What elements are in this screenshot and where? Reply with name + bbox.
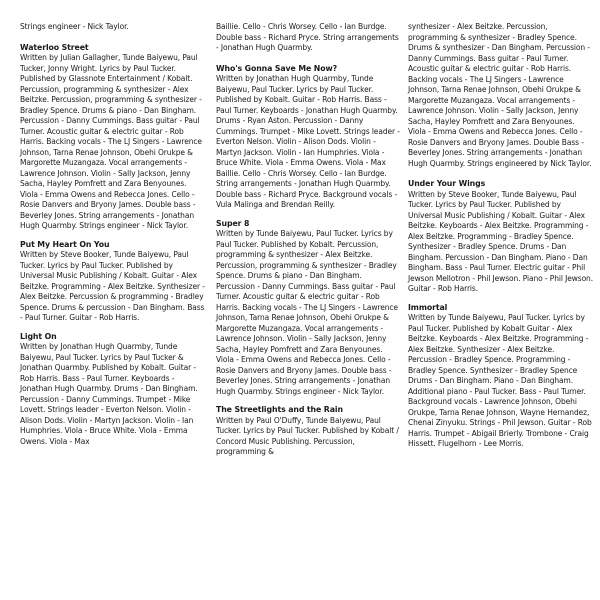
song-title: Waterloo Street bbox=[20, 42, 89, 52]
song-title: Super 8 bbox=[216, 218, 250, 228]
song-credits-whos-gonna-save-me-now bbox=[216, 64, 402, 211]
song-credits-text: Written by Paul O'Duffy, Tunde Baiyewu, Paul Tucker. Lyrics by Paul Tucker. Published by Kobalt / Concord Music Publishing. Percussion, programming & bbox=[216, 415, 399, 456]
song-credits-text: Written by Jonathan Hugh Quarmby, Tunde Baiyewu, Paul Tucker. Lyrics by Paul Tucker. Published by Kobalt. Guitar - Rob Harris. Bass - Paul Turner. Keyboards - Jonathan Hugh Quarmby. Drums - Ryan Aston. Percussion - Danny Cummings. Trumpet - Mike Lovett. Strings leader - Everton Nelson. Violin - Alison Dods. Violin - Martyn Jackson. Violin - Ian Humphries. Viola - Bruce White. Viola - Emma Owens. Viola - Max Baillie. Cello - Chris Worsey. Cello - Ian Burdge. String arrangements - Jonathan Hugh Quarmby. Double bass - Richard Pryce. Background vocals - Vula Malinga and Brendan Reilly. bbox=[216, 74, 400, 209]
credits-column-3 bbox=[408, 22, 594, 458]
song-title: Put My Heart On You bbox=[20, 239, 110, 249]
song-credits-text: Written by Tunde Baiyewu, Paul Tucker. Lyrics by Paul Tucker. Published by Kobalt. Percussion, programming & synthesizer - Alex Beitzke. Percussion, programming & synthesizer - Bradley Spence. Drums & piano - Dan Bingham. Percussion - Danny Cummings. Bass guitar - Paul Turner. Acoustic guitar & electric guitar - Rob Harris. Backing vocals - The LJ Singers - Lawrence Johnson, Tarna Renae Johnson, Obehi Orukpe & Margorette Muzangaza. Vocal arrangements - Lawrence Johnson. Violin - Sally Jackson, Jenny Sacha, Hayley Pomfrett and Zara Benyounes. Viola - Emma Owens and Rebecca Jones. Cello - Rosie Danvers and Bryony James. Double bass - Beverley Jones. String arrangements - Jonathan Hugh Quarmby. Strings engineer - Nick Taylor. bbox=[216, 229, 398, 396]
credits-column-2 bbox=[216, 22, 402, 466]
song-credits-text: Written by Tunde Baiyewu, Paul Tucker. Lyrics by Paul Tucker. Published by Kobalt Guitar - Alex Beitzke. Keyboards - Alex Beitzke. Programming - Alex Beitzke. Synthesizer - Alex Beitzke. Percussion - Bradley Spence. Programming - Bradley Spence. Synthesizer - Bradley Spence Drums - Dan Bingham. Piano - Dan Bingham. Additional piano - Paul Tucker. Bass - Paul Turner. Background vocals - Lawrence Johnson, Obehi Orukpe, Tarna Renae Johnson, Wayne Hernandez, Chenai Zinyuku. Strings - Phil Jewson. Guitar - Rob Harris. Trumpet - Abigail Brierly. Trombone - Craig Hissett. Flugelhorn - Lee Morris. bbox=[408, 313, 592, 448]
song-credits-the-streetlights-and-the-rain bbox=[216, 405, 402, 458]
song-credits-immortal bbox=[408, 303, 594, 450]
song-credits-super-8 bbox=[216, 219, 402, 398]
credits-column-1 bbox=[20, 22, 206, 455]
song-credits-under-your-wings bbox=[408, 179, 594, 295]
song-credits-text: Written by Julian Gallagher, Tunde Baiyewu, Paul Tucker, Jonny Wright. Lyrics by Paul Tucker. Published by Glassnote Entertainment / Kobalt. Percussion, programming & synthesizer - Alex Beitzke. Percussion, programming & synthesizer - Bradley Spence. Drums & piano - Dan Bingham. Percussion - Danny Cummings. Bass guitar - Paul Turner. Acoustic guitar & electric guitar - Rob Harris. Backing vocals - The LJ Singers - Lawrence Johnson, Tarna Renae Johnson, Obehi Orukpe & Margorette Muzangaza. Vocal arrangements - Lawrence Johnson. Violin - Sally Jackson, Jenny Sacha, Hayley Pomfrett and Zara Benyounes. Viola - Emma Owens and Rebecca Jones. Cello - Rosie Danvers and Bryony James. Double bass - Beverley Jones. String arrangements - Jonathan Hugh Quarmby. Strings engineer - Nick Taylor. bbox=[20, 53, 202, 230]
song-credits-waterloo-street bbox=[20, 43, 206, 232]
song-title: The Streetlights and the Rain bbox=[216, 405, 343, 414]
column-lead-text: synthesizer - Alex Beitzke. Percussion, programming & synthesizer - Bradley Spence. Drums & synthesizer - Dan Bingham. Percussion - Danny Cummings. Bass guitar - Paul Turner. Acoustic guitar & electric guitar - Rob Harris. Backing vocals - The LJ Singers - Lawrence Johnson, Tarna Renae Johnson, Obehi Orukpe & Margorette Muzangaza. Vocal arrangements - Lawrence Johnson. Violin - Sally Jackson, Jenny Sacha, Hayley Pomfrett and Zara Benyounes. Viola - Emma Owens and Rebecca Jones. Cello - Rosie Danvers and Bryony James. Double Bass - Beverley Jones. String arrangements - Jonathan Hugh Quarmby. Strings engineered by Nick Taylor. bbox=[408, 22, 592, 168]
song-title: Immortal bbox=[408, 302, 448, 312]
song-credits-text: Written by Steve Booker, Tunde Baiyewu, Paul Tucker. Lyrics by Paul Tucker. Published by Universal Music Publishing / Kobalt. Guitar - Alex Beitzke. Keyboards - Alex Beitzke. Programming - Alex Beitzke. Programming - Bradley Spence. Synthesizer - Bradley Spence. Drums - Dan Bingham. Percussion - Dan Bingham. Piano - Dan Bingham. Bass - Paul Turner. Electric guitar - Phil Jewson Mellotron - Phil Jewson. Piano - Phil Jewson. Guitar - Rob Harris. bbox=[408, 189, 593, 293]
song-credits-text: Written by Jonathan Hugh Quarmby, Tunde Baiyewu, Paul Tucker. Lyrics by Paul Tucker & Jonathan Quarmby. Published by Kobalt. Guitar - Rob Harris. Bass - Paul Turner. Keyboards - Jonathan Hugh Quarmby. Drums - Dan Bingham. Percussion - Danny Cummings. Trumpet - Mike Lovett. Strings leader - Everton Nelson. Violin - Alison Dods. Violin - Martyn Jackson. Violin - Ian Humphries. Viola - Bruce White. Viola - Emma Owens. Viola - Max bbox=[20, 342, 198, 446]
song-credits-put-my-heart-on-you bbox=[20, 240, 206, 324]
song-credits-light-on bbox=[20, 332, 206, 448]
song-title: Light On bbox=[20, 331, 57, 341]
song-title: Who's Gonna Save Me Now? bbox=[216, 63, 338, 73]
song-credits-text: Written by Steve Booker, Tunde Baiyewu, Paul Tucker. Lyrics by Paul Tucker. Published by Universal Music Publishing / Kobalt. Guitar - Alex Beitzke. Programming - Alex Beitzke. Synthesizer - Alex Beitzke. Percussion & programming - Bradley Spence. Drums & percussion - Dan Bingham. Bass - Paul Turner. Guitar - Rob Harris. bbox=[20, 250, 205, 322]
column-lead-text: Baillie. Cello - Chris Worsey. Cello - Ian Burdge. Double bass - Richard Pryce. String arrangements - Jonathan Hugh Quarmby. bbox=[216, 22, 399, 52]
song-title: Under Your Wings bbox=[408, 179, 486, 188]
column-lead-text: Strings engineer - Nick Taylor. bbox=[20, 22, 129, 31]
